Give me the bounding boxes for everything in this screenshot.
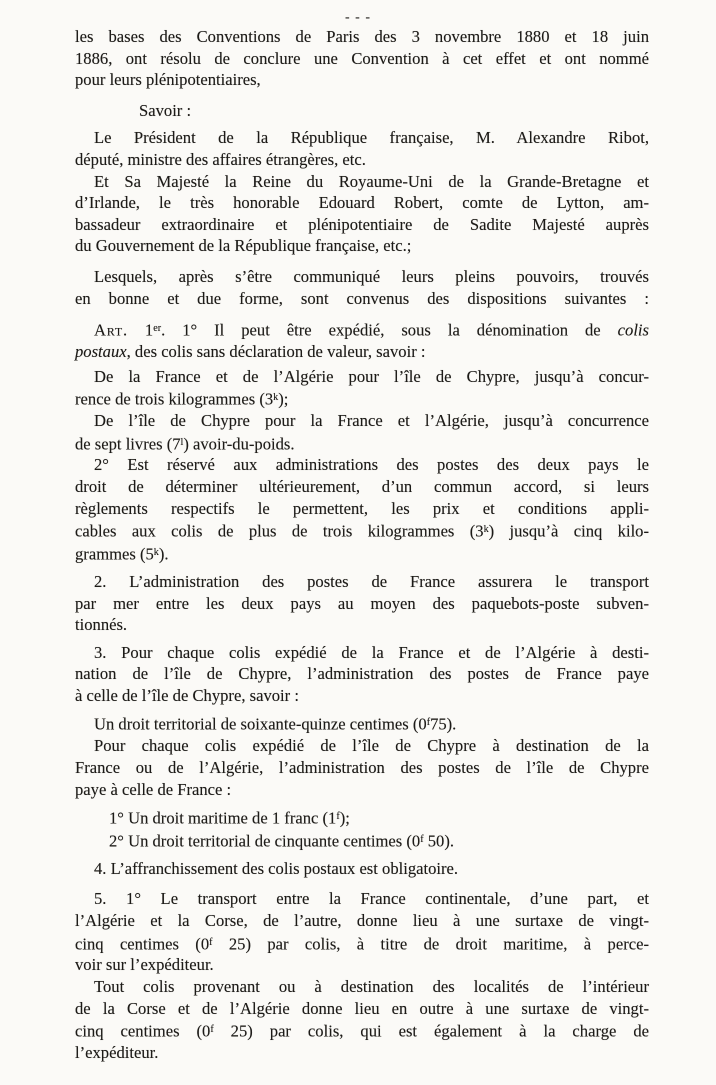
text-line: [75, 910, 649, 932]
superscript-text: f: [210, 1024, 214, 1036]
text-line: [75, 806, 649, 829]
text-segment: . 1° Il peut être expédié, sous la dénomination de: [161, 320, 618, 340]
text-line: [75, 954, 649, 976]
text-line: [75, 476, 649, 498]
document-body: [75, 26, 649, 1064]
text-line: [75, 779, 649, 801]
text-line: [75, 100, 649, 122]
text-segment: 4. L’affranchissement des colis postaux est obligatoire.: [94, 858, 459, 878]
text-segment: Un droit territorial de soixante-quinze centimes (0: [94, 714, 427, 734]
superscript-text: k: [273, 392, 279, 404]
text-segment: droit de déterminer ultérieurement, d’un commun accord, si leurs: [75, 477, 649, 497]
paragraph: [75, 888, 649, 976]
text-segment: );: [278, 389, 289, 409]
text-line: [75, 26, 649, 48]
text-line: [75, 735, 649, 757]
text-segment: ) avoir-du-poids.: [183, 433, 295, 453]
text-line: [75, 318, 649, 341]
text-segment: de la Corse et de l’Algérie donne lieu en outre à une surtaxe de vingt-: [75, 998, 649, 1018]
text-segment: ).: [158, 544, 169, 564]
text-segment: 1886, ont résolu de conclure une Convention à cet effet et ont nommé: [75, 48, 649, 68]
text-line: [75, 454, 649, 476]
text-segment: De la France et de l’Algérie pour l’île de Chypre, jusqu’à concur-: [94, 366, 649, 386]
paragraph: [75, 266, 649, 309]
superscript-text: f: [336, 811, 340, 823]
text-line: [75, 366, 649, 388]
text-segment: De l’île de Chypre pour la France et l’Algérie, jusqu’à concurrence: [94, 411, 649, 430]
superscript-text: f: [426, 717, 431, 729]
text-segment: 1° Un droit maritime de 1 franc (1: [109, 808, 337, 828]
text-segment: tionnés.: [75, 615, 128, 635]
smallcaps-text: Art.: [94, 320, 128, 340]
text-line: [75, 542, 649, 565]
text-segment: voir sur l’expéditeur.: [75, 955, 214, 975]
superscript-text: er: [153, 323, 162, 335]
text-segment: grammes (5: [75, 544, 154, 564]
text-segment: nation de l’île de Chypre, l’administration des postes de France paye: [75, 664, 649, 684]
text-segment: l’expéditeur.: [75, 1043, 159, 1063]
text-line: [75, 593, 649, 615]
text-line: [75, 387, 649, 410]
superscript-text: f: [420, 833, 424, 845]
text-line: [75, 888, 649, 910]
text-segment: 50).: [423, 831, 455, 851]
paragraph: [75, 366, 649, 410]
text-line: [75, 757, 649, 779]
text-segment: Tout colis provenant ou à destination des localités de l’intérieur: [94, 977, 649, 996]
paragraph: [75, 410, 649, 454]
text-segment: à celle de l’île de Chypre, savoir :: [75, 685, 299, 705]
text-segment: l’Algérie et la Corse, de l’autre, donne lieu à une surtaxe de vingt-: [75, 910, 649, 930]
superscript-text: l: [180, 436, 184, 448]
text-segment: par mer entre les deux pays au moyen des paquebots-poste subven-: [75, 593, 649, 613]
text-segment: paye à celle de France :: [75, 779, 232, 799]
text-segment: ) jusqu’à cinq kilo-: [488, 521, 649, 541]
text-segment: cinq centimes (0: [75, 933, 210, 953]
text-line: [75, 614, 649, 636]
superscript-text: k: [483, 524, 489, 536]
text-segment: règlements respectifs le permettent, les prix et conditions appli-: [75, 498, 649, 518]
text-segment: 2. L’administration des postes de France assurera le transport: [94, 571, 649, 591]
paragraph: [75, 712, 649, 735]
text-segment: cinq centimes (0: [75, 1021, 211, 1041]
text-segment: en bonne et due forme, sont convenus des dispositions suivantes :: [75, 288, 649, 308]
text-segment: Savoir :: [139, 100, 192, 120]
text-segment: Et Sa Majesté la Reine du Royaume-Uni de la Grande-Bretagne et: [94, 171, 649, 191]
text-segment: 2° Est réservé aux administrations des postes des deux pays le: [94, 455, 649, 475]
text-segment: député, ministre des affaires étrangères, etc.: [75, 149, 366, 169]
text-segment: rence de trois kilogrammes (3: [75, 389, 274, 409]
text-line: [75, 1042, 649, 1064]
paragraph: [75, 976, 649, 1064]
paragraph: [75, 26, 649, 91]
text-segment: d’Irlande, le très honorable Edouard Robert, comte de Lytton, am-: [75, 193, 649, 213]
text-line: [75, 192, 649, 214]
paragraph: [75, 318, 649, 362]
paragraph: [75, 829, 649, 852]
text-line: [75, 432, 649, 455]
paragraph: [75, 858, 649, 880]
page-ornament-dashes: - - -: [345, 10, 371, 25]
text-segment: bassadeur extraordinaire et plénipotentiaire de Sadite Majesté auprès: [75, 214, 649, 234]
text-segment: , des colis sans déclaration de valeur, savoir :: [126, 341, 426, 361]
paragraph: [75, 171, 649, 257]
text-segment: cables aux colis de plus de trois kilogrammes (3: [75, 521, 484, 541]
text-line: [75, 932, 649, 955]
text-line: [75, 858, 649, 880]
text-line: [75, 571, 649, 593]
text-segment: 2° Un droit territorial de cinquante centimes (0: [109, 831, 421, 851]
text-segment: Lesquels, après s’être communiqué leurs pleins pouvoirs, trouvés: [94, 266, 649, 286]
text-line: [75, 171, 649, 193]
paragraph: [75, 571, 649, 636]
text-line: [75, 214, 649, 236]
text-line: [75, 341, 649, 363]
italic-text: postaux: [75, 341, 127, 361]
superscript-text: f: [209, 936, 213, 948]
text-line: [75, 288, 649, 310]
text-line: [75, 663, 649, 685]
text-line: [75, 998, 649, 1020]
text-segment: du Gouvernement de la République française, etc.;: [75, 236, 412, 256]
paragraph: [75, 127, 649, 170]
paragraph: [75, 100, 649, 122]
text-segment: );: [339, 808, 350, 828]
text-segment: 1: [127, 320, 154, 340]
text-segment: 5. 1° Le transport entre la France continentale, d’une part, et: [94, 889, 649, 909]
paragraph: [75, 642, 649, 707]
text-segment: de sept livres (7: [75, 433, 181, 453]
superscript-text: k: [153, 547, 159, 559]
text-line: [75, 498, 649, 520]
italic-text: colis: [617, 320, 649, 340]
text-segment: 3. Pour chaque colis expédié de la France et de l’Algérie à desti-: [94, 642, 649, 662]
text-line: [75, 976, 649, 998]
text-line: [75, 642, 649, 664]
text-line: [75, 685, 649, 707]
text-segment: 25) par colis, à titre de droit maritime, à perce-: [212, 933, 649, 953]
text-line: [75, 410, 649, 432]
text-segment: les bases des Conventions de Paris des 3 novembre 1880 et 18 juin: [75, 27, 649, 46]
text-segment: pour leurs plénipotentiaires,: [75, 70, 261, 90]
text-line: [75, 48, 649, 70]
text-segment: 75).: [430, 714, 457, 734]
text-line: [75, 127, 649, 149]
text-segment: Pour chaque colis expédié de l’île de Chypre à destination de la: [94, 736, 649, 756]
text-line: [75, 712, 649, 735]
text-line: [75, 235, 649, 257]
text-line: [75, 519, 649, 542]
text-line: [75, 69, 649, 91]
text-segment: Le Président de la République française, M. Alexandre Ribot,: [94, 128, 649, 148]
text-segment: 25) par colis, qui est également à la charge de: [213, 1021, 649, 1041]
text-line: [75, 1019, 649, 1042]
paragraph: [75, 735, 649, 800]
paragraph: [75, 454, 649, 564]
paragraph: [75, 806, 649, 829]
text-line: [75, 266, 649, 288]
text-line: [75, 149, 649, 171]
text-line: [75, 829, 649, 852]
text-segment: France ou de l’Algérie, l’administration des postes de l’île de Chypre: [75, 757, 649, 777]
